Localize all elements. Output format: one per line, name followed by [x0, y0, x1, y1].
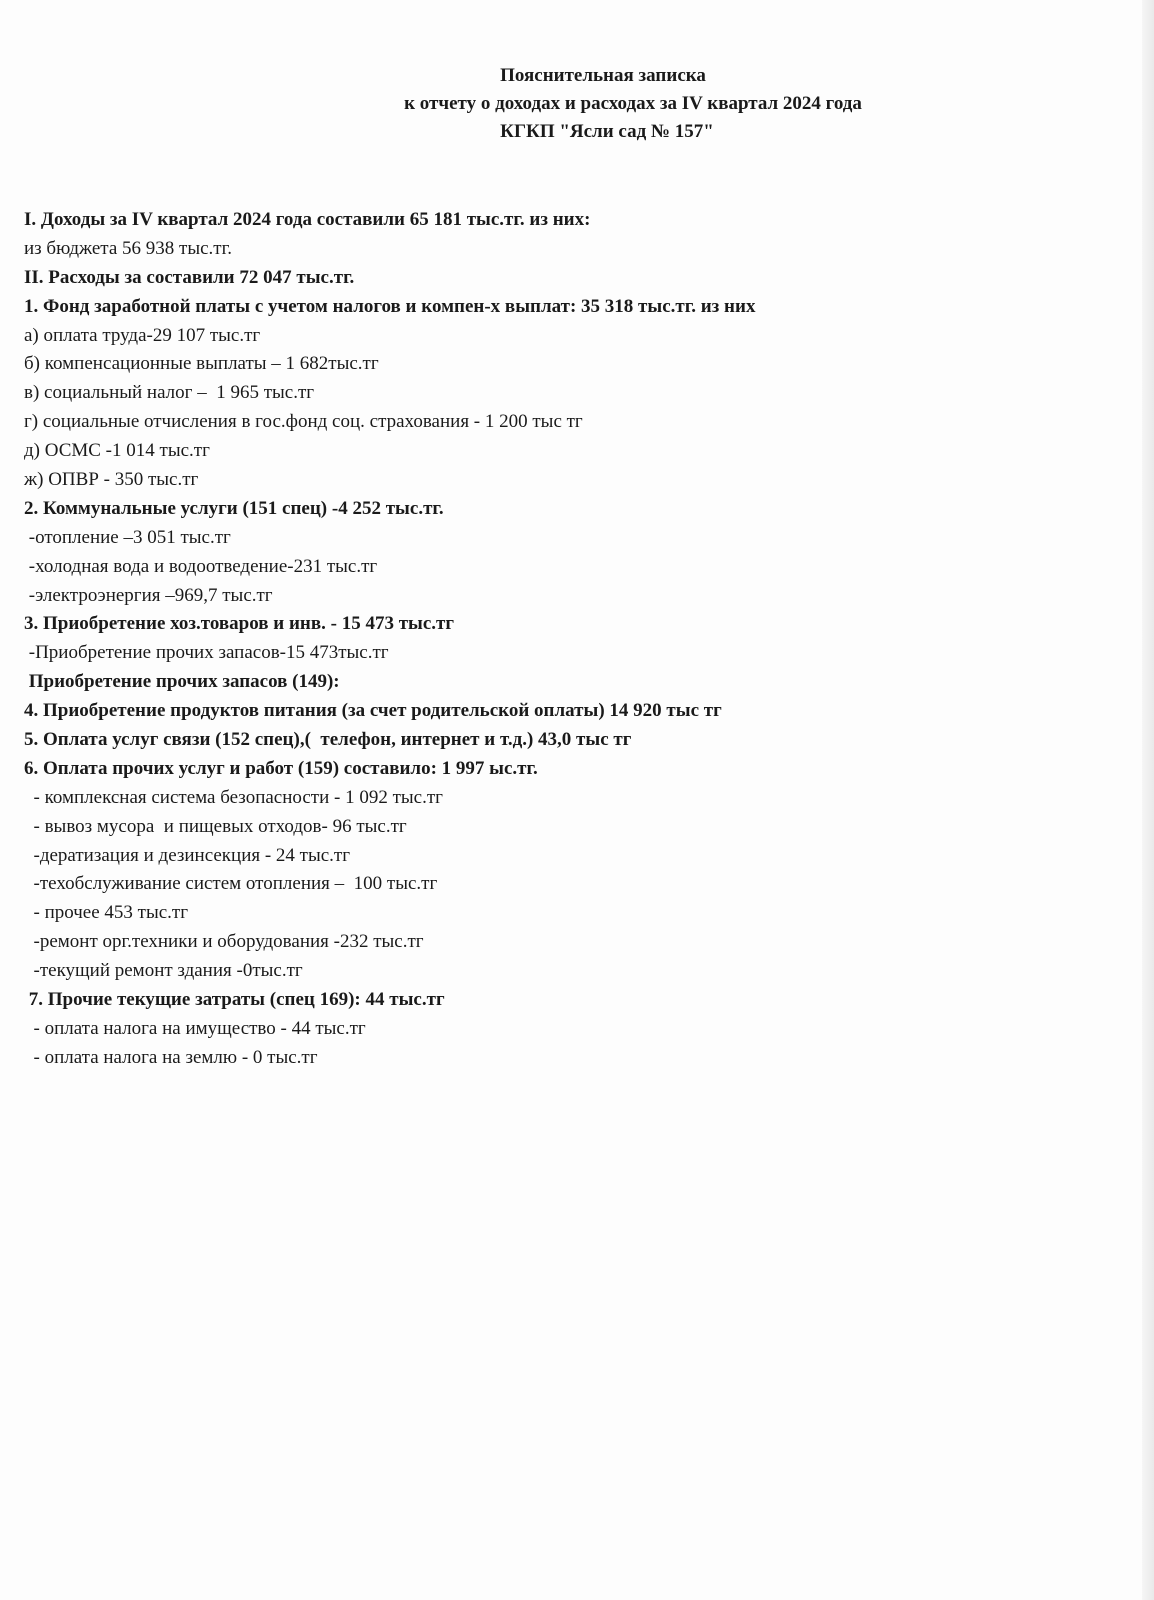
section-heading-line: 3. Приобретение хоз.товаров и инв. - 15 473 тыс.тг [24, 613, 455, 635]
text-line: в) социальный налог – 1 965 тыс.тг [24, 382, 315, 404]
text-line: -техобслуживание систем отопления – 100 тыс.тг [24, 873, 438, 895]
text-line: -холодная вода и водоотведение-231 тыс.тг [24, 555, 378, 577]
text-line: -отопление –3 051 тыс.тг [24, 526, 231, 548]
document-title: Пояснительная записка [500, 65, 706, 86]
section-heading-line: 5. Оплата услуг связи (152 спец),( телефон, интернет и т.д.) 43,0 тыс тг [24, 729, 632, 751]
document-subtitle: к отчету о доходах и расходах за IV квартал 2024 года [404, 93, 862, 114]
text-line: - вывоз мусора и пищевых отходов- 96 тыс.тг [24, 815, 407, 837]
text-line: -текущий ремонт здания -0тыс.тг [24, 960, 303, 982]
document-body [24, 206, 1124, 1073]
section-heading-line: II. Расходы за составили 72 047 тыс.тг. [24, 266, 355, 288]
document-header [0, 62, 1154, 146]
organization-name: КГКП "Ясли сад № 157" [500, 121, 714, 142]
text-line: -ремонт орг.техники и оборудования -232 тыс.тг [24, 931, 424, 953]
section-heading-line: 6. Оплата прочих услуг и работ (159) составило: 1 997 ыс.тг. [24, 757, 538, 779]
text-line: -дератизация и дезинсекция - 24 тыс.тг [24, 844, 351, 866]
section-heading-line: 2. Коммунальные услуги (151 спец) -4 252 тыс.тг. [24, 497, 444, 519]
text-line: - прочее 453 тыс.тг [24, 902, 189, 924]
text-line: -Приобретение прочих запасов-15 473тыс.тг [24, 642, 389, 664]
text-line: а) оплата труда-29 107 тыс.тг [24, 324, 261, 346]
section-heading-line: 1. Фонд заработной платы с учетом налогов и компен-х выплат: 35 318 тыс.тг. из них [24, 295, 756, 317]
section-heading-line: Приобретение прочих запасов (149): [24, 671, 340, 693]
text-line: - оплата налога на имущество - 44 тыс.тг [24, 1017, 366, 1039]
text-line: г) социальные отчисления в гос.фонд соц. страхования - 1 200 тыс тг [24, 411, 583, 433]
text-line: д) ОСМС -1 014 тыс.тг [24, 440, 210, 462]
text-line: -электроэнергия –969,7 тыс.тг [24, 584, 273, 606]
text-line: - комплексная система безопасности - 1 092 тыс.тг [24, 786, 443, 808]
section-heading-line: I. Доходы за IV квартал 2024 года составили 65 181 тыс.тг. из них: [24, 209, 591, 230]
text-line: ж) ОПВР - 350 тыс.тг [24, 469, 199, 491]
text-line: б) компенсационные выплаты – 1 682тыс.тг [24, 353, 379, 375]
text-line: - оплата налога на землю - 0 тыс.тг [24, 1046, 318, 1068]
section-heading-line: 4. Приобретение продуктов питания (за счет родительской оплаты) 14 920 тыс тг [24, 700, 722, 722]
scan-edge [1142, 0, 1154, 1600]
text-line: из бюджета 56 938 тыс.тг. [24, 237, 232, 259]
section-heading-line: 7. Прочие текущие затраты (спец 169): 44 тыс.тг [24, 989, 445, 1011]
